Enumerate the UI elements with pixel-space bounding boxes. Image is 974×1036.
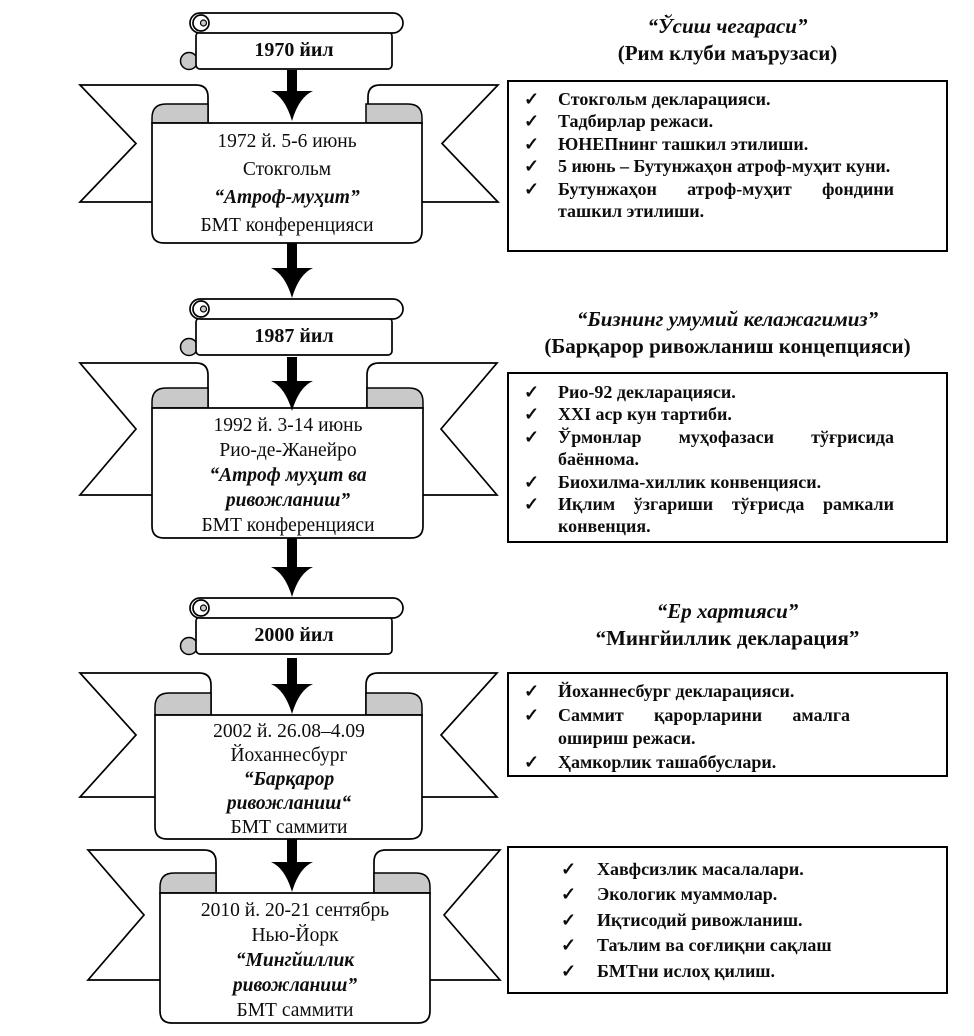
down-arrow-6 (271, 839, 313, 892)
list-item (509, 88, 946, 110)
list-item-text: Таълим ва соғлиқни сақлаш (597, 935, 832, 956)
event-panel-johannesburg (156, 720, 422, 840)
list-item (509, 933, 946, 958)
ribbon-curl-right (367, 388, 423, 408)
list-item (509, 178, 946, 223)
title-parenthetic: (Барқарор ривожланиш концепцияси) (544, 334, 911, 358)
event-name-line1: “Мингйиллик (235, 950, 355, 971)
list-item-text: 5 июнь – Бутунжаҳон атроф-муҳит куни. (558, 156, 891, 177)
down-arrow-5 (271, 658, 313, 714)
check-icon: ✓ (524, 178, 540, 199)
annotation-title-3 (507, 598, 948, 652)
check-icon: ✓ (524, 681, 540, 701)
event-org: БМТ саммити (230, 817, 348, 838)
check-icon: ✓ (524, 133, 540, 154)
list-item-text: БМТни ислоҳ қилиш. (597, 960, 776, 981)
event-name-line2: ривожланиш“ (226, 793, 352, 814)
event-city: Рио-де-Жанейро (219, 440, 357, 461)
list-item-text: Экологик муаммолар. (597, 884, 778, 905)
checklist-box-4 (507, 846, 948, 994)
annotation-title-1 (507, 13, 948, 67)
list-item (509, 133, 946, 155)
list-item-text: Бутунжаҳон атроф-муҳит фондини ташкил этилиши. (558, 178, 894, 222)
check-icon: ✓ (524, 111, 540, 132)
check-icon: ✓ (561, 935, 577, 956)
check-icon: ✓ (524, 751, 540, 772)
check-icon: ✓ (524, 89, 540, 109)
event-date: 1972 й. 5-6 июнь (217, 131, 357, 152)
check-icon: ✓ (524, 426, 540, 447)
list-item (509, 882, 946, 907)
list-item-text: ЮНЕПнинг ташкил этилиши. (558, 133, 809, 154)
check-icon: ✓ (524, 471, 540, 492)
list-item-text: Ҳамкорлик ташаббуслари. (558, 751, 777, 772)
list-item-text: Рио-92 декларацияси. (558, 382, 736, 402)
ribbon-curl-right (366, 693, 422, 715)
event-panel-stockholm (153, 128, 421, 240)
list-item (509, 381, 946, 403)
list-item (509, 908, 946, 933)
event-panel-newyork (161, 898, 429, 1023)
title-quote: “Бизнинг умумий келажагимиз” (576, 307, 879, 331)
checklist-box-2 (507, 372, 948, 543)
event-name-line2: ривожланиш” (225, 490, 351, 511)
event-org: БМТ саммити (236, 1000, 354, 1021)
event-name-line2: ривожланиш” (232, 975, 358, 996)
ribbon-curl-right (366, 104, 422, 123)
list-item-text: Саммит қарорларини амалга ошириш режаси. (558, 704, 850, 748)
list-item-text: Иқтисодий ривожланиш. (597, 909, 803, 930)
ribbon-curl-left (160, 873, 216, 893)
ribbon-curl-left (152, 388, 208, 408)
title-parenthetic: (Рим клуби маърузаси) (617, 41, 838, 65)
event-org: БМТ конференцияси (200, 215, 374, 236)
title-quote: “Ўсиш чегараси” (647, 14, 808, 38)
ribbon-curl-right (374, 873, 430, 893)
check-icon: ✓ (561, 884, 577, 905)
list-item (509, 751, 946, 775)
check-icon: ✓ (524, 404, 540, 425)
list-item (509, 493, 946, 538)
event-city: Нью-Йорк (251, 925, 339, 946)
down-arrow-3 (271, 357, 313, 411)
ribbon-curl-left (152, 104, 208, 123)
list-item (509, 959, 946, 984)
checklist-box-1 (507, 80, 948, 252)
check-icon: ✓ (561, 909, 577, 930)
title-quote-2: “Мингйиллик декларация” (595, 626, 860, 650)
year-label-1987: 1987 йил (254, 325, 334, 347)
list-item-text: Йоханнесбург декларацияси. (558, 681, 795, 701)
check-icon: ✓ (524, 382, 540, 402)
check-icon: ✓ (561, 960, 577, 981)
list-item-text: Биохилма-хиллик конвенцияси. (558, 471, 822, 492)
title-quote: “Ер хартияси” (656, 599, 799, 623)
list-item (509, 403, 946, 425)
year-label-2000: 2000 йил (254, 624, 334, 646)
list-item (509, 857, 946, 882)
list-item-text: Иқлим ўзгариши тўғрисда рамкали конвенция. (558, 494, 894, 537)
list-item (509, 155, 946, 177)
event-date: 2010 й. 20-21 сентябрь (200, 900, 390, 921)
event-date: 1992 й. 3-14 июнь (213, 415, 363, 436)
event-city: Стокгольм (242, 159, 332, 180)
list-item (509, 680, 946, 704)
checklist-box-3 (507, 672, 948, 777)
check-icon: ✓ (524, 494, 540, 515)
annotation-title-2 (507, 306, 948, 360)
down-arrow-2 (271, 243, 313, 298)
check-icon: ✓ (524, 704, 540, 725)
down-arrow-1 (271, 70, 313, 121)
event-name-line1: “Атроф-муҳит” (214, 187, 360, 208)
list-item-text: Хавфсизлик масалалари. (597, 859, 804, 879)
list-item-text: XXI аср кун тартиби. (558, 404, 732, 425)
list-item (509, 426, 946, 471)
list-item-text: Стокгольм декларацияси. (558, 89, 771, 109)
list-item-text: Тадбирлар режаси. (558, 111, 714, 132)
check-icon: ✓ (524, 156, 540, 177)
year-label-1970: 1970 йил (254, 39, 334, 61)
event-org: БМТ конференцияси (201, 515, 375, 536)
list-item-text: Ўрмонлар муҳофазаси тўғрисида баённома. (558, 426, 894, 470)
list-item (509, 704, 946, 751)
event-panel-rio (153, 413, 423, 538)
ribbon-curl-left (155, 693, 211, 715)
event-name-line1: “Атроф муҳит ва (209, 465, 367, 486)
event-date: 2002 й. 26.08–4.09 (213, 721, 365, 742)
list-item (509, 110, 946, 132)
list-item (509, 471, 946, 493)
event-name-line1: “Барқарор (243, 769, 335, 790)
event-city: Йоханнесбург (230, 745, 348, 766)
check-icon: ✓ (561, 859, 577, 879)
down-arrow-4 (271, 538, 313, 597)
